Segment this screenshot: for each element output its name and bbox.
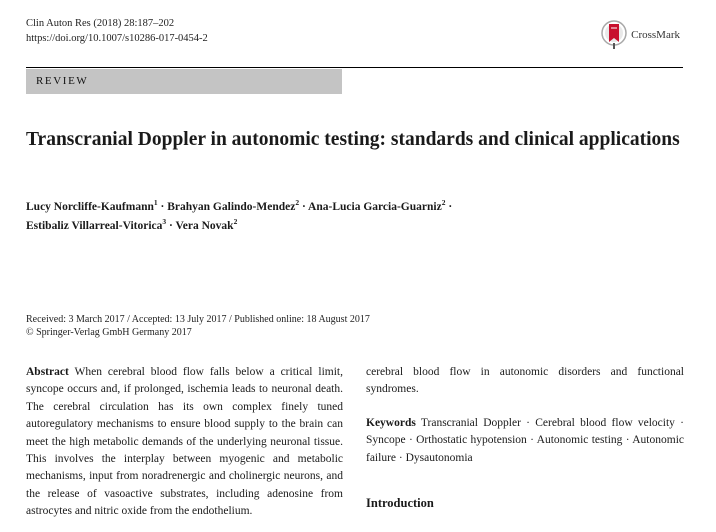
crossmark-badge[interactable] (601, 20, 680, 50)
right-column (366, 364, 684, 467)
abstract-continuation: cerebral blood flow in autonomic disorders and functional syndromes. (366, 366, 684, 396)
keywords-label: Keywords (366, 416, 416, 429)
author[interactable]: Brahyan Galindo-Mendez$^2$ (167, 198, 300, 213)
journal-info (26, 16, 208, 46)
keywords-text: Transcranial Doppler · Cerebral blood flow velocity · Syncope · Orthostatic hypotension · Autonomic testing · Autonomic failure · Dysautonomia (366, 416, 685, 464)
author[interactable]: Lucy Norcliffe-Kaufmann$^1$ (26, 198, 158, 213)
article-history (26, 313, 686, 339)
crossmark-label: CrossMark (631, 29, 680, 41)
journal-citation: Clin Auton Res (2018) 28:187–202 (26, 18, 175, 29)
author[interactable]: Ana-Lucia Garcia-Guarniz$^2$ (308, 198, 446, 213)
author[interactable]: Estibaliz Villarreal-Vitorica$^3$ (26, 217, 167, 232)
header-divider (26, 67, 683, 68)
section-label: REVIEW (36, 75, 89, 87)
copyright-line: © Springer-Verlag GmbH Germany 2017 (26, 327, 192, 338)
doi-link[interactable]: https://doi.org/10.1007/s10286-017-0454-2 (26, 33, 208, 44)
crossmark-icon (601, 20, 627, 50)
abstract-column (26, 364, 343, 521)
abstract-label: Abstract (26, 366, 69, 378)
author[interactable]: Vera Novak$^2$ (175, 217, 238, 232)
author-list: Lucy Norcliffe-Kaufmann$^1$ · Brahyan Galindo-Mendez$^2$ · Ana-Lucia Garcia-Guarniz$^2$ · Estibaliz Villarreal-Vitorica$^3$ · Vera Novak$^2$ (26, 198, 453, 232)
paper-title: Transcranial Doppler in autonomic testing: standards and clinical applications (26, 129, 680, 150)
section-band (26, 69, 342, 94)
introduction-heading: Introduction (366, 496, 434, 510)
abstract-text: When cerebral blood flow falls below a critical limit, syncope occurs and, if prolonged, ischemia leads to neuronal death. The cerebral circulation has its own complex finely tuned autoregulatory mechanisms to ensure blood supply to the brain can meet the high metabolic demands of the underlying neuronal tissue. This involves the interplay between myogenic and metabolic mechanisms, input from noradrenergic and cholinergic neurons, and the release of vasoactive substrates, including adenosine from astrocytes and nitric oxide from the endothelium. (26, 366, 343, 518)
keywords (366, 415, 684, 467)
history-dates: Received: 3 March 2017 / Accepted: 13 July 2017 / Published online: 18 August 2017 (26, 314, 370, 325)
